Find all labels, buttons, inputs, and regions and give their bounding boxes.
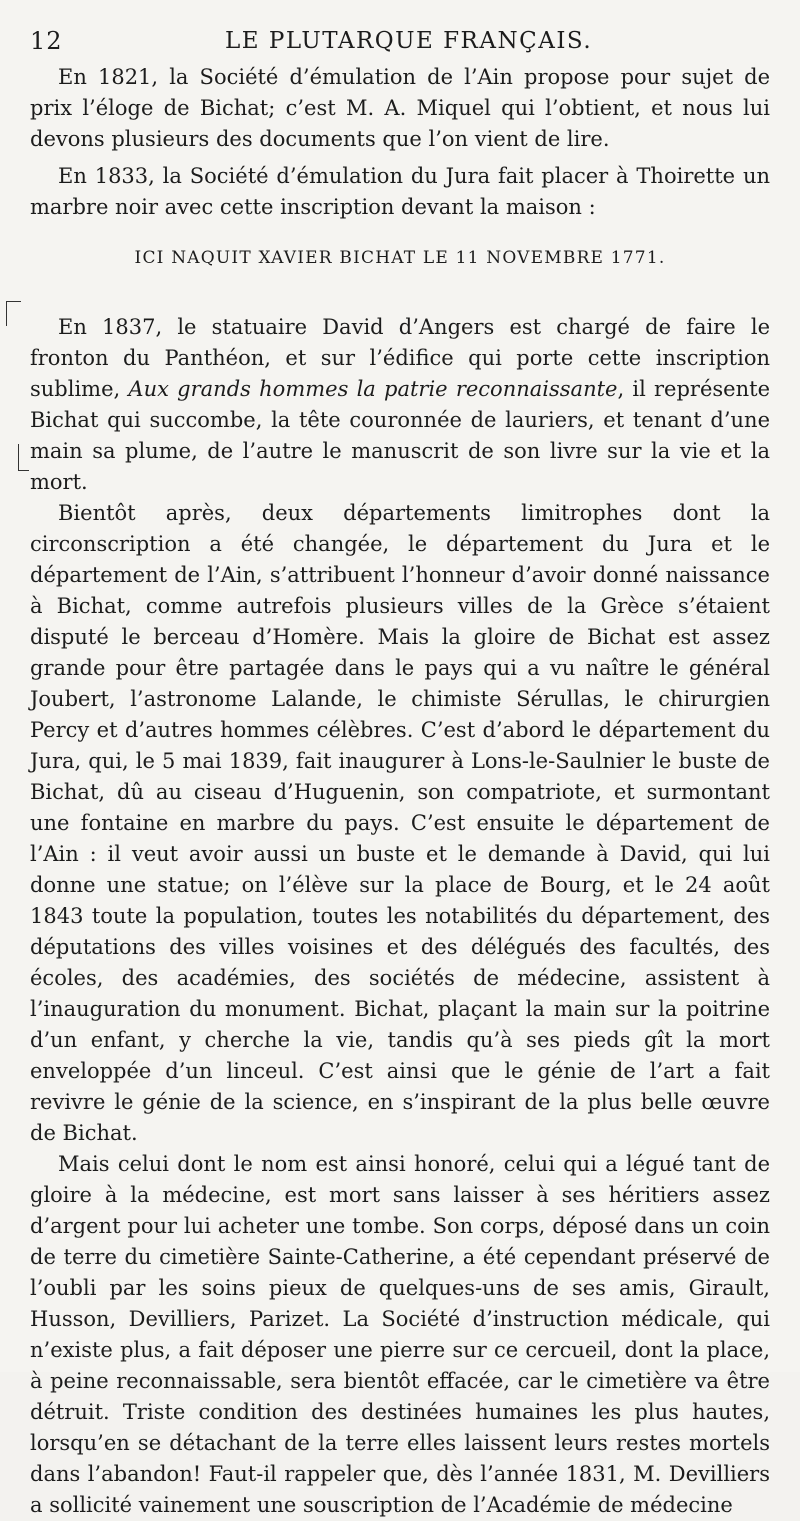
paragraph-1837-text-b: , il représente Bichat qui succombe, la tête couronnée de lauriers, et tenant d’une main sa plume, de l’autre le manuscrit de son livre sur la vie et la mort.	[30, 377, 770, 494]
paragraph-1837-text-a: En 1837, le statuaire David d’Angers est chargé de faire le fronton du Panthéon, et sur l’édifice qui porte cette inscription sublime,	[30, 315, 770, 401]
paragraph-1837-pantheon	[30, 312, 770, 498]
running-title: LE PLUTARQUE FRANÇAIS.	[225, 28, 593, 54]
page-number: 12	[30, 27, 63, 55]
page-header	[30, 26, 778, 56]
paragraph-1833-marbre: En 1833, la Société d’émulation du Jura fait placer à Thoirette un marbre noir avec cette inscription devant la maison :	[30, 164, 770, 219]
margin-bracket-bottom	[18, 444, 29, 471]
margin-bracket-top	[6, 301, 21, 326]
pantheon-inscription-italic: Aux grands hommes la patrie reconnaissante	[128, 377, 618, 401]
body-text	[30, 62, 770, 1521]
paragraph-tombe: Mais celui dont le nom est ainsi honoré, celui qui a légué tant de gloire à la médecine, est mort sans laisser à ses héritiers assez d’argent pour lui acheter une tombe. Son corps, déposé dans un coin de terre du cimetière Sainte-Catherine, a été cependant préservé de l’oubli par les soins pieux de quelques-uns de ses amis, Girault, Husson, Devilliers, Parizet. La Société d’instruction médicale, qui n’existe plus, a fait déposer une pierre sur ce cercueil, dont la place, à peine reconnaissable, sera bientôt effacée, car le cimetière va être détruit. Triste condition des destinées humaines les plus hautes, lorsqu’en se détachant de la terre elles laissent leurs restes mortels dans l’abandon! Faut-il rappeler que, dès l’année 1831, M. Devilliers a sollicité vainement une souscription de l’Académie de médecine	[30, 1152, 770, 1517]
paragraph-monuments: Bientôt après, deux départements limitrophes dont la circonscription a été changée, le département du Jura et le département de l’Ain, s’attribuent l’honneur d’avoir donné naissance à Bichat, comme autrefois plusieurs villes de la Grèce s’étaient disputé le berceau d’Homère. Mais la gloire de Bichat est assez grande pour être partagée dans le pays qui a vu naître le général Joubert, l’astronome Lalande, le chimiste Sérullas, le chirurgien Percy et d’autres hommes célèbres. C’est d’abord le département du Jura, qui, le 5 mai 1839, fait inaugurer à Lons-le-Saulnier le buste de Bichat, dû au ciseau d’Huguenin, son compatriote, et surmontant une fontaine en marbre du pays. C’est ensuite le département de l’Ain : il veut avoir aussi un buste et le demande à David, qui lui donne une statue; on l’élève sur la place de Bourg, et le 24 août 1843 toute la population, toutes les notabilités du département, des députations des villes voisines et des délégués des facultés, des écoles, des académies, des sociétés de médecine, assistent à l’inauguration du monument. Bichat, plaçant la main sur la poitrine d’un enfant, y cherche la vie, tandis qu’à ses pieds gît la mort enveloppée d’un linceul. C’est ainsi que le génie de l’art a fait revivre le génie de la science, en s’inspirant de la plus belle œuvre de Bichat.	[30, 501, 770, 1145]
inscription: ICI NAQUIT XAVIER BICHAT LE 11 NOVEMBRE 1771.	[134, 248, 666, 268]
paragraph-1821-eloge: En 1821, la Société d’émulation de l’Ain propose pour sujet de prix l’éloge de Bichat; c’est M. A. Miquel qui l’obtient, et nous lui devons plusieurs des documents que l’on vient de lire.	[30, 65, 770, 151]
